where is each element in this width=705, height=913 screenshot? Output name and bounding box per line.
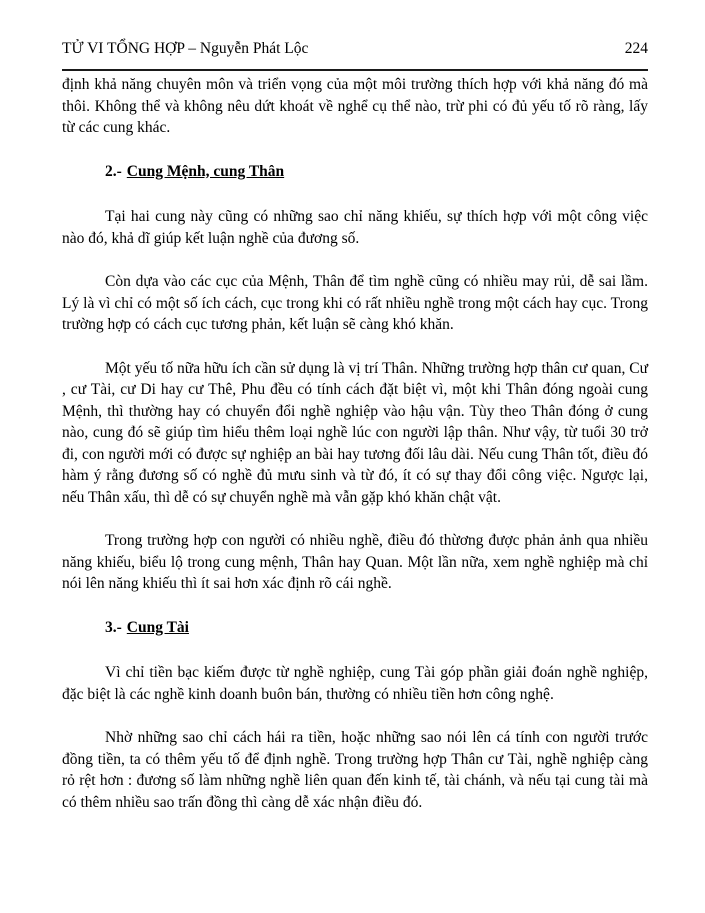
section-title: Cung Mệnh, cung Thân [126, 162, 285, 180]
section-heading-cung-tai [105, 617, 648, 639]
body-paragraph: Còn dựa vào các cục của Mệnh, Thân để tìm nghề cũng có nhiều may rủi, dễ sai lầm. Lý là vì chỉ có một số ích cách, cục trong khi có rất nhiều nghề trong một cách hay cục. Trong trường hợp có cách cục tương phản, kết luận sẽ càng khó khăn. [62, 273, 648, 333]
body-paragraph: Tại hai cung này cũng có những sao chỉ năng khiếu, sự thích hợp với một công việc nào đó, khả dĩ giúp kết luận nghề của đương số. [62, 208, 648, 247]
body-paragraph-continuation: định khả năng chuyên môn và triển vọng của một môi trường thích hợp với khả năng đó mà thôi. Không thể và không nêu dứt khoát về nghể cụ thể nào, trừ phi có đủ yếu tố rõ ràng, lấy từ các cung khác. [62, 76, 648, 136]
body-paragraph: Một yếu tố nữa hữu ích cần sử dụng là vị trí Thân. Những trường hợp thân cư quan, Cư , cư Tài, cư Di hay cư Thê, Phu đều có tính cách đặt biệt vì, một khi Thân đóng ngoài cung Mệnh, thì thường hay có chuyển đổi nghề nghiệp vào hậu vận. Tùy theo Thân đóng ở cung nào, cung đó sẽ giúp tìm hiểu thêm loại nghề lúc con người lập thân. Như vậy, từ tuổi 30 trở đi, con người mới có được sự nghiệp an bài hay tương đối lâu dài. Nếu cung Thân tốt, điều đó hàm ý rằng đương số có nghề đủ mưu sinh và từ đó, ít có sự thay đổi công việc. Ngược lại, nếu Thân xấu, thì dễ có sự chuyển nghề mà vẫn gặp khó khăn chật vật. [62, 359, 648, 506]
running-title: TỬ VI TỔNG HỢP – Nguyễn Phát Lộc [62, 40, 309, 57]
body-paragraph: Nhờ những sao chỉ cách hái ra tiền, hoặc những sao nói lên cá tính con người trước đồng tiền, ta có thêm yếu tố để định nghề. Trong trường hợp Thân cư Tài, nghề nghiệp càng rỏ rệt hơn : đương số làm những nghề liên quan đến kinh tế, tài chánh, và nếu tại cung tài mà có thêm nhiều sao trấn đồng thì càng dễ xác nhận điều đó. [62, 729, 648, 811]
page-number: 224 [624, 40, 648, 57]
section-number: 2.- [105, 162, 122, 180]
body-paragraph: Trong trường hợp con người có nhiều nghề, điều đó thừơng được phản ảnh qua nhiều năng khiếu, biểu lộ trong cung mệnh, Thân hay Quan. Một lần nữa, xem nghề nghiệp mà chỉ nói lên năng khiếu thì ít sai hơn xác định rõ cái nghề. [62, 532, 648, 592]
page-header [62, 38, 648, 59]
section-number: 3.- [105, 618, 122, 636]
section-heading-cung-menh-cung-than [105, 161, 648, 183]
header-divider [62, 69, 648, 71]
body-paragraph: Vì chỉ tiền bạc kiếm được từ nghề nghiệp, cung Tài góp phần giải đoán nghề nghiệp, đặc biệt là các nghề kinh doanh buôn bán, thường có nhiều tiền hơn công nghệ. [62, 664, 648, 703]
section-title: Cung Tài [126, 618, 189, 636]
